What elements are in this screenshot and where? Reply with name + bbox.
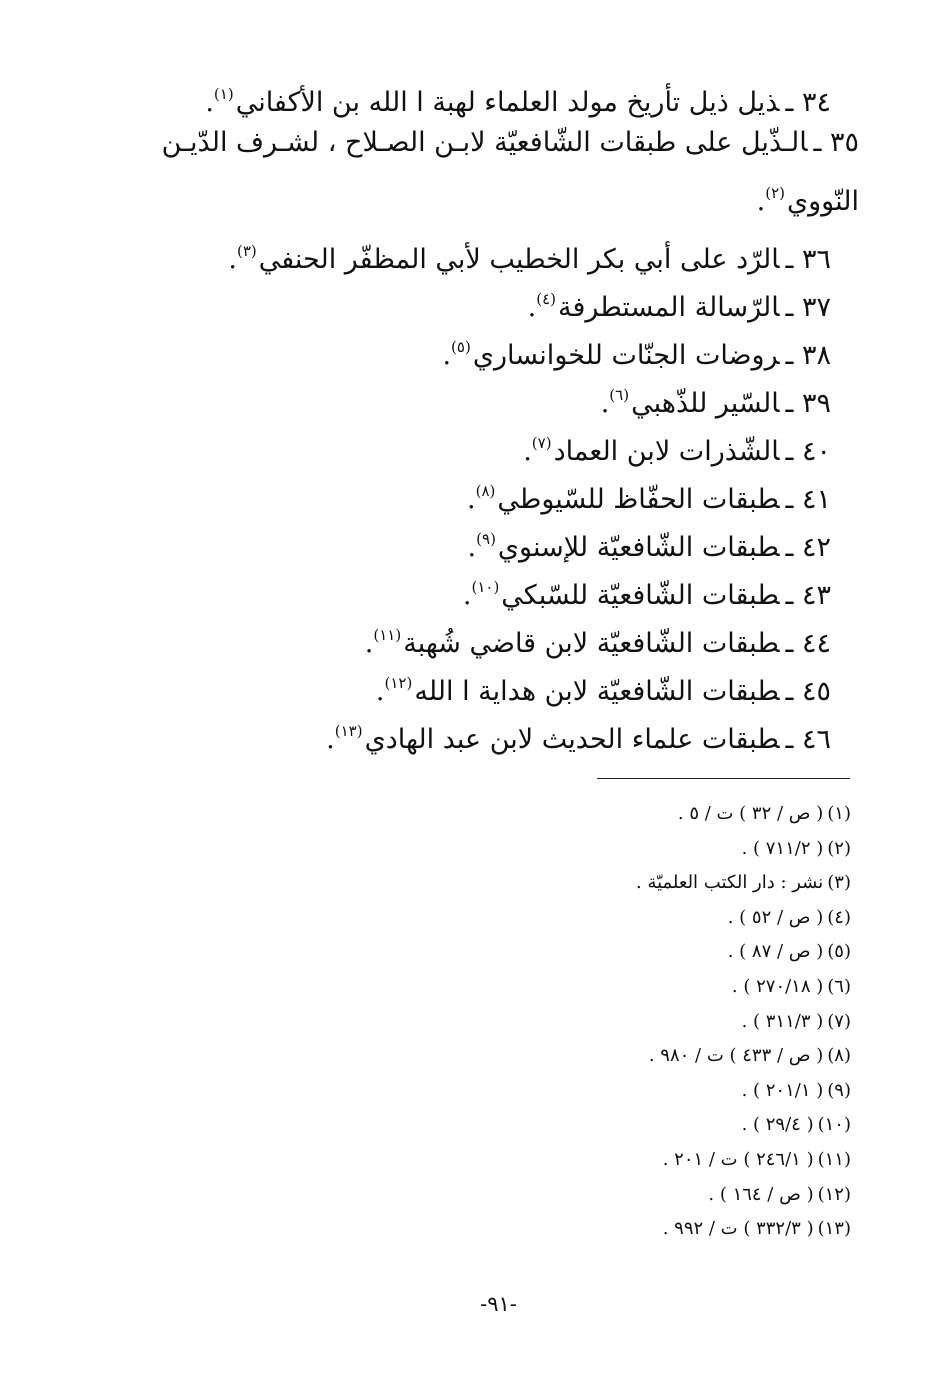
entry-number: ٤٠ ـ <box>785 436 831 467</box>
list-item <box>120 275 831 323</box>
entry-title: روضات الجنّات للخوانساري <box>472 340 780 371</box>
footnote-number: (٨) <box>827 1045 851 1067</box>
entry-period: . <box>462 580 472 611</box>
list-item <box>120 70 831 118</box>
entry-title: الـذّيل على طبقات الشّافعيّة لابـن الصـلاح ، لشـرف الدّيـن النّووي <box>161 127 859 217</box>
entry-number: ٣٩ ـ <box>785 388 831 419</box>
footnotes-section <box>636 797 851 1247</box>
footnote-ref: (٣) <box>236 242 257 260</box>
entry-number: ٣٤ ـ <box>785 87 831 118</box>
footnote-ref: (١٢) <box>384 674 413 692</box>
footnote-number: (١) <box>827 803 851 824</box>
page-number <box>0 1292 949 1316</box>
entry-title: طبقات الشّافعيّة للإسنوي <box>497 532 780 563</box>
list-item <box>120 515 831 563</box>
entry-title: طبقات الشّافعيّة لابن قاضي شُهبة <box>403 628 780 659</box>
footnote-ref: (١١) <box>373 626 402 644</box>
footnote <box>636 832 851 867</box>
entry-number: ٤٢ ـ <box>785 532 831 563</box>
footnote <box>636 1178 851 1213</box>
footnote-ref: (٧) <box>531 434 552 452</box>
footnote-number: (٣) <box>827 872 851 894</box>
footnote-number: (٤) <box>827 906 851 928</box>
footnote-text: ( ص / ٥٢ ) . <box>727 906 824 928</box>
entry-period: . <box>442 340 452 371</box>
footnote-number: (٢) <box>827 837 851 859</box>
list-item <box>120 323 831 371</box>
footnote-ref: (١٣) <box>334 722 363 740</box>
entry-title: طبقات الشّافعيّة للسّبكي <box>501 580 780 611</box>
footnote-number: (١٠) <box>817 1114 851 1136</box>
entry-number: ٣٨ ـ <box>785 340 831 371</box>
footnote-text: ( ٢٠١/١ ) . <box>741 1079 824 1101</box>
entry-number: ٣٧ ـ <box>785 292 831 323</box>
footnote-number: (١٢) <box>817 1183 851 1205</box>
entry-number: ٤٥ ـ <box>785 676 831 707</box>
entry-title: السّير للذّهبي <box>631 388 780 419</box>
footnote <box>636 1108 851 1143</box>
footnote-text: ( ص / ١٦٤ ) . <box>708 1183 814 1205</box>
page-number-text: -٩١- <box>480 1292 517 1316</box>
footnote-number: (٩) <box>827 1079 851 1101</box>
entry-number: ٤٤ ـ <box>785 628 831 659</box>
footnote-text: ( ٢٧٠/١٨ ) . <box>731 975 824 997</box>
list-item <box>120 419 831 467</box>
footnote-ref: (٤) <box>536 290 556 308</box>
list-item <box>120 611 831 659</box>
footnote-text: ( ص / ٤٣٣ ) ت / ٩٨٠ . <box>648 1045 824 1067</box>
footnote-text: نشر : دار الكتب العلميّة . <box>636 872 824 894</box>
entry-period: . <box>326 724 335 755</box>
footnote-text: ( ٣١١/٣ ) . <box>741 1010 824 1032</box>
entry-period: . <box>523 436 532 467</box>
entry-title: طبقات الحفّاظ للسّيوطي <box>497 484 780 515</box>
entry-period: . <box>756 186 766 217</box>
footnote-number: (١٣) <box>817 1218 851 1240</box>
entry-period: . <box>466 484 476 515</box>
footnote-number: (١١) <box>817 1148 851 1170</box>
entry-period: . <box>467 532 477 563</box>
footnote <box>636 901 851 936</box>
footnote <box>636 970 851 1005</box>
footnote-ref: (٩) <box>476 530 496 548</box>
footnote-text: ( ٧١١/٢ ) . <box>741 837 824 859</box>
entry-period: . <box>527 292 537 323</box>
footnote-ref: (٨) <box>475 482 496 500</box>
footnote-text: ( ٣٣٢/٣ ) ت / ٩٩٢ . <box>662 1218 814 1240</box>
entry-title: الشّذرات لابن العماد <box>553 436 780 467</box>
entry-title: الرّسالة المستطرفة <box>558 292 780 323</box>
list-item <box>120 707 831 755</box>
footnote-number: (٥) <box>827 941 851 963</box>
entry-title: الرّد على أبي بكر الخطيب لأبي المظفّر الحنفي <box>258 244 780 275</box>
entry-period: . <box>205 87 214 118</box>
footnote-ref: (١) <box>213 85 234 103</box>
entry-number: ٣٥ ـ <box>813 127 859 158</box>
footnote <box>636 935 851 970</box>
list-item <box>120 227 831 275</box>
footnote-ref: (٦) <box>609 386 630 404</box>
entry-number: ٣٦ ـ <box>785 244 831 275</box>
list-item <box>120 371 831 419</box>
entry-number: ٤٦ ـ <box>785 724 831 755</box>
footnote <box>636 797 851 832</box>
footnote-ref: (٥) <box>451 338 471 356</box>
list-item <box>120 563 831 611</box>
entry-period: . <box>228 244 237 275</box>
footnote <box>636 1005 851 1040</box>
entry-period: . <box>600 388 610 419</box>
entry-period: . <box>364 628 374 659</box>
footnote-ref: (١٠) <box>471 578 500 596</box>
footnote-number: (٧) <box>827 1010 851 1032</box>
footnote-text: ( ٢٩/٤ ) . <box>741 1114 814 1136</box>
footnote <box>636 866 851 901</box>
footnote <box>636 1143 851 1178</box>
footnote-text: ( ص / ٣٢ ) ت / ٥ . <box>677 803 824 824</box>
entry-number: ٤١ ـ <box>785 484 831 515</box>
footnote <box>636 1212 851 1247</box>
footnote-divider <box>597 778 850 779</box>
list-item <box>120 118 859 227</box>
list-item <box>120 467 831 515</box>
footnote-text: ( ٢٤٦/١ ) ت / ٢٠١ . <box>662 1148 814 1170</box>
entry-number: ٤٣ ـ <box>785 580 831 611</box>
entry-title: طبقات علماء الحديث لابن عبد الهادي <box>364 724 780 755</box>
footnote-number: (٦) <box>827 975 851 997</box>
footnote-ref: (٢) <box>765 184 785 202</box>
list-item <box>120 659 831 707</box>
bibliography-list <box>120 70 859 755</box>
entry-title: ذيل ذيل تأريخ مولد العلماء لهبة ا الله بن الأكفاني <box>235 87 780 118</box>
footnote-text: ( ص / ٨٧ ) . <box>727 941 824 963</box>
footnote <box>636 1074 851 1109</box>
entry-title: طبقات الشّافعيّة لابن هداية ا الله <box>414 676 780 707</box>
footnote <box>636 1039 851 1074</box>
entry-period: . <box>375 676 385 707</box>
